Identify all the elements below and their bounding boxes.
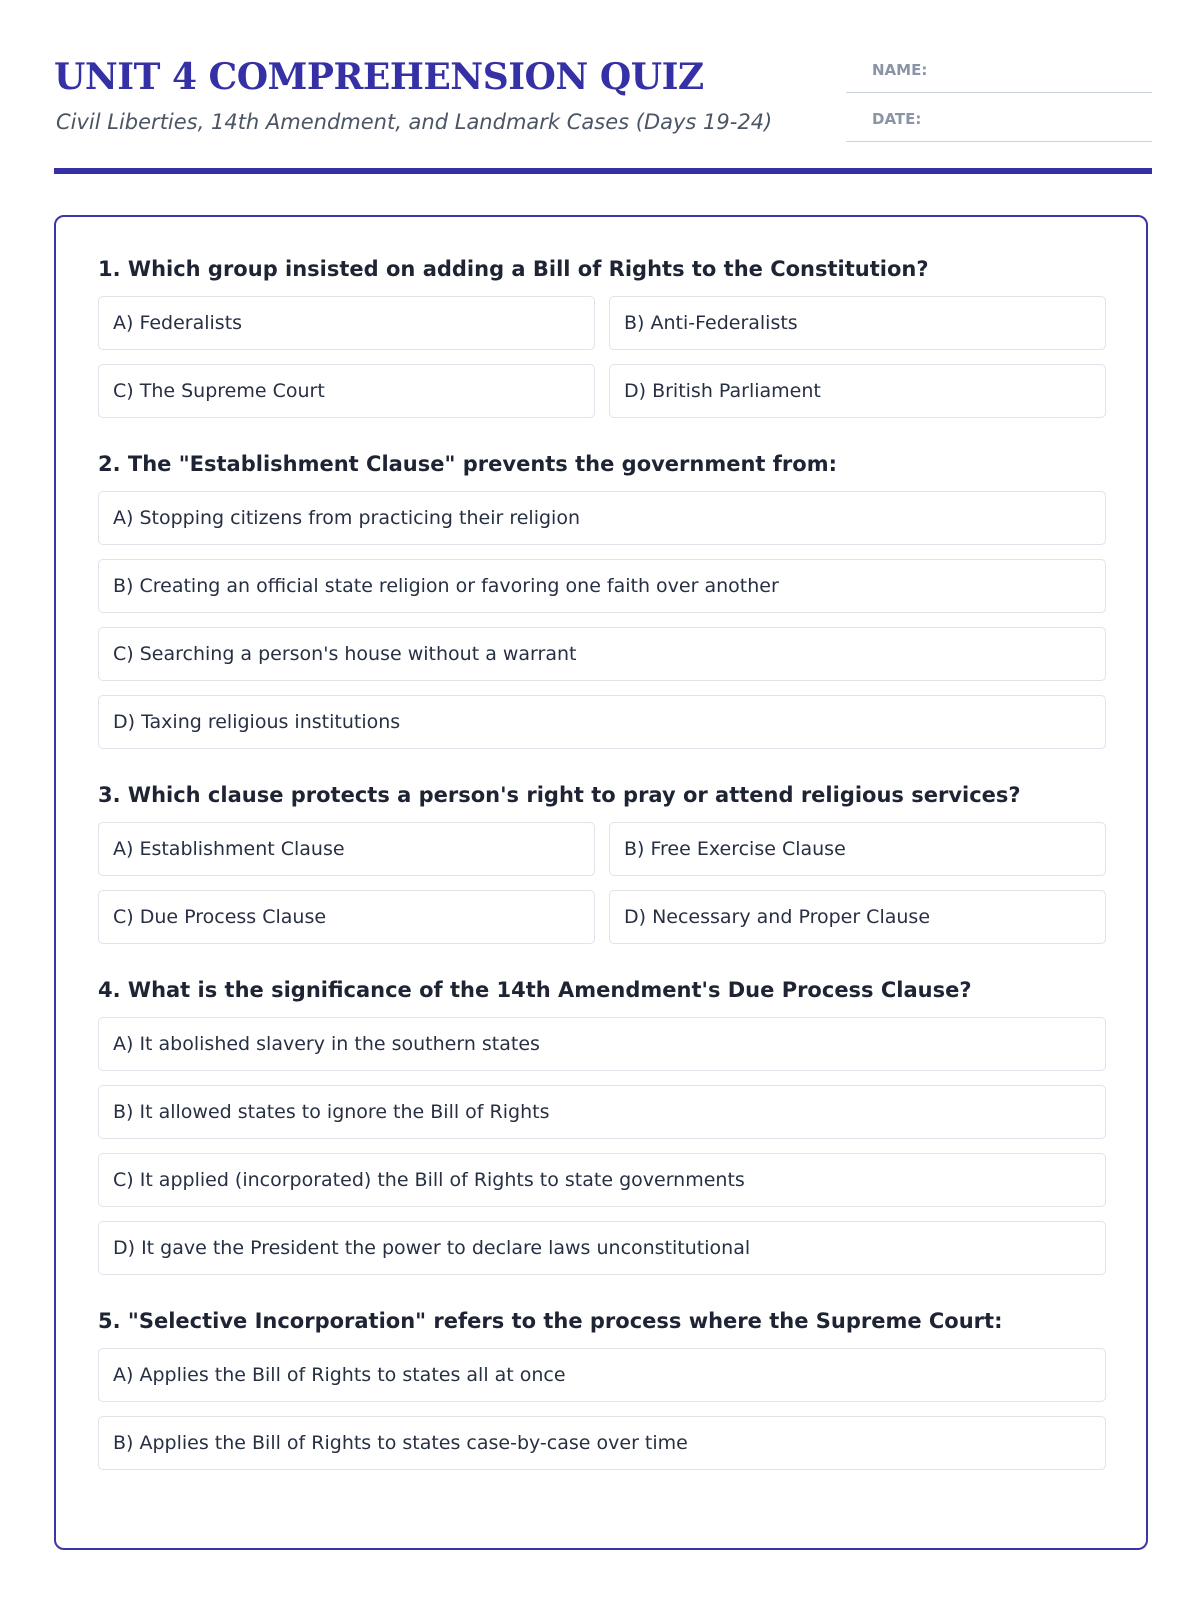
answer-options <box>98 296 1106 418</box>
student-info-fields <box>846 50 1152 148</box>
answer-option-c[interactable]: C) Due Process Clause <box>98 890 595 944</box>
answer-options <box>98 1017 1106 1275</box>
question-text: 5. "Selective Incorporation" refers to the process where the Supreme Court: <box>98 1309 1003 1333</box>
answer-options <box>98 491 1106 749</box>
question-text: 2. The "Establishment Clause" prevents the government from: <box>98 452 837 476</box>
question-3 <box>98 783 1104 944</box>
answer-option-b[interactable]: B) Applies the Bill of Rights to states case-by-case over time <box>98 1416 1106 1470</box>
question-1 <box>98 257 1104 418</box>
answer-option-a[interactable]: A) Stopping citizens from practicing their religion <box>98 491 1106 545</box>
quiz-header <box>54 50 1152 174</box>
name-field-label: NAME: <box>872 61 928 79</box>
answer-option-d[interactable]: D) Necessary and Proper Clause <box>609 890 1106 944</box>
answer-option-b[interactable]: B) It allowed states to ignore the Bill of Rights <box>98 1085 1106 1139</box>
quiz-card <box>54 215 1148 1550</box>
answer-option-d[interactable]: D) Taxing religious institutions <box>98 695 1106 749</box>
answer-options <box>98 1348 1106 1470</box>
date-field[interactable] <box>846 99 1152 142</box>
answer-option-c[interactable]: C) Searching a person's house without a warrant <box>98 627 1106 681</box>
answer-option-a[interactable]: A) Applies the Bill of Rights to states all at once <box>98 1348 1106 1402</box>
answer-option-c[interactable]: C) It applied (incorporated) the Bill of Rights to state governments <box>98 1153 1106 1207</box>
answer-option-d[interactable]: D) British Parliament <box>609 364 1106 418</box>
header-divider <box>54 168 1152 174</box>
answer-option-c[interactable]: C) The Supreme Court <box>98 364 595 418</box>
question-list <box>56 217 1146 1470</box>
date-field-label: DATE: <box>872 110 922 128</box>
page-subtitle: Civil Liberties, 14th Amendment, and Landmark Cases (Days 19-24) <box>56 110 773 134</box>
answer-option-b[interactable]: B) Anti-Federalists <box>609 296 1106 350</box>
question-text: 4. What is the significance of the 14th Amendment's Due Process Clause? <box>98 978 972 1002</box>
answer-option-d[interactable]: D) It gave the President the power to declare laws unconstitutional <box>98 1221 1106 1275</box>
answer-option-a[interactable]: A) Federalists <box>98 296 595 350</box>
question-4 <box>98 978 1104 1275</box>
answer-option-b[interactable]: B) Free Exercise Clause <box>609 822 1106 876</box>
question-text: 3. Which clause protects a person's right to pray or attend religious services? <box>98 783 1021 807</box>
question-5 <box>98 1309 1104 1470</box>
answer-option-a[interactable]: A) It abolished slavery in the southern states <box>98 1017 1106 1071</box>
answer-option-b[interactable]: B) Creating an official state religion or favoring one faith over another <box>98 559 1106 613</box>
answer-option-a[interactable]: A) Establishment Clause <box>98 822 595 876</box>
name-field[interactable] <box>846 50 1152 93</box>
answer-options <box>98 822 1106 944</box>
question-2 <box>98 452 1104 749</box>
question-text: 1. Which group insisted on adding a Bill of Rights to the Constitution? <box>98 257 929 281</box>
page-title: UNIT 4 COMPREHENSION QUIZ <box>54 56 704 98</box>
